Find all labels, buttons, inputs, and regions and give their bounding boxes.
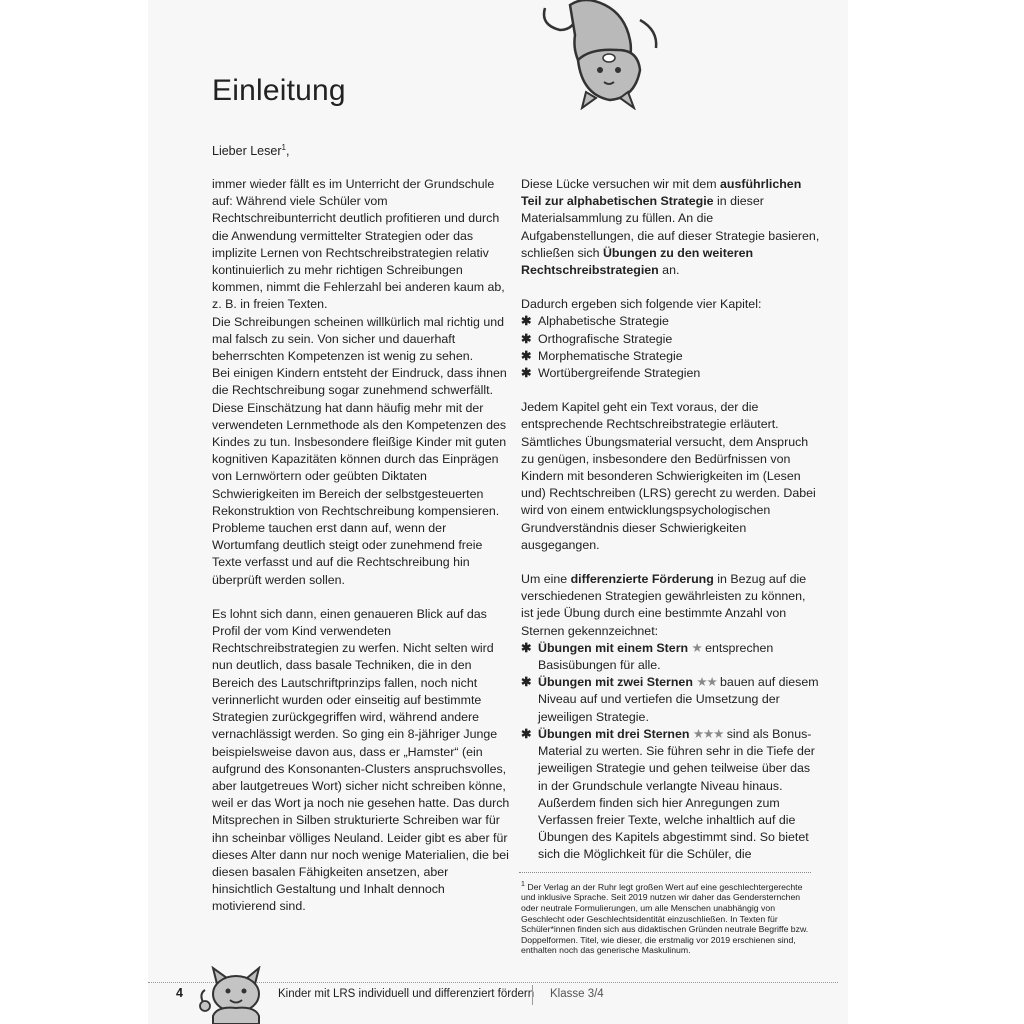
level-title: Übungen mit einem Stern [538,640,689,655]
asterisk-icon: ✱ [521,726,532,741]
level-description: entsprechen Basisübungen für alle. [538,640,774,673]
text-run: in dieser Materialsammlung zu füllen. An die Aufgabenstellungen, die auf dieser Strategie basieren, schließen sich [521,194,820,260]
text-run: Diese Lücke versuchen wir mit dem [521,177,721,191]
paragraph: Die Schreibungen scheinen willkürlich mal richtig und mal falsch zu sein. Von sicher und dauerhaft beherrschten Kompetenzen ist wenig zu sehen. [212,314,505,364]
bold-text: ausführlichen Teil zur alphabetischen Strategie [521,177,802,209]
salutation [212,143,289,158]
cat-illustration-top [530,0,670,110]
star-icon: ★ [691,640,702,655]
paragraph [521,176,821,279]
footnote-reference[interactable]: 1 [281,143,286,152]
asterisk-icon: ✱ [521,314,532,329]
list-item [521,331,821,348]
star-icon: ★★★ [692,726,724,741]
difficulty-list [521,640,821,864]
chapter-list [521,313,821,382]
book-title: Kinder mit LRS individuell und differenziert fördern [278,988,535,1000]
footnote-text: Der Verlag an der Ruhr legt großen Wert auf eine geschlechtergerechte und inklusive Sprache. Seit 2019 nutzen wir daher das Gendersternchen oder neutrale Formulierungen, um alle Menschen unabhängig von Geschlecht oder Geschlechtsidentität einzuschließen. In Texten für Schüler*innen finden sich aus didaktischen Gründen neutrale Begriffe bzw. Doppelformen. Titel, wie dieser, die erstmalig vor 2019 erschienen sind, enthalten noch das generische Maskulinum. [521,881,809,956]
list-item [521,365,821,382]
footer-separator [532,985,533,1005]
bold-text: Übungen zu den weiteren Rechtschreibstrategien [521,245,754,278]
chapters-intro: Dadurch ergeben sich folgende vier Kapitel: [521,297,762,312]
footnote-mark: 1 [521,881,525,888]
paragraph: Jedem Kapitel geht ein Text voraus, der die entsprechende Rechtschreibstrategie erläutert. Sämtliches Übungsmaterial versucht, dem Anspruch zu genügen, insbesondere den Bedürfnissen von Kindern mit besonderen Schwierigkeiten im (Lesen und) Rechtschreiben (LRS) gerecht zu werden. Dabei wird von einem entwicklungspsychologischen Grundverständnis dieser Schwierigkeiten ausgegangen. [521,400,816,552]
list-item-label: Alphabetische Strategie [538,314,669,329]
level-description: sind als Bonus-Material zu werten. Sie führen sehr in die Tiefe der jeweiligen Strategie und gehen teilweise über das in der Grundschule verlangte Niveau hinaus. Außerdem finden sich hier Anregungen zum Verfassen freier Texte, welche inhaltlich auf die Übungen des Kapitels abgestimmt sind. So bietet sich die Möglichkeit für die Schüler, die [538,726,815,862]
salutation-comma: , [285,144,290,159]
asterisk-icon: ✱ [521,366,532,381]
left-column [212,176,512,916]
level-description: bauen auf diesem Niveau auf und vertiefen die Umsetzung der jeweiligen Strategie. [538,675,819,724]
footnote-divider [519,872,811,873]
list-item [521,726,821,864]
text-run: Um eine [521,572,571,587]
list-item [521,674,821,726]
bold-text: differenzierte Förderung [570,572,714,587]
paragraph: Bei einigen Kindern entsteht der Eindruck, dass ihnen die Rechtschreibung sogar zunehmend schwerfällt. Diese Einschätzung hat dann häufig mehr mit der verwendeten Lernmethode als den Kompetenzen des Kindes zu tun. Insbesondere fleißige Kinder mit guten kognitiven Kapazitäten können durch das Einprägen von Lernwörtern oder geübten Diktaten Schwierigkeiten im Bereich der selbstgesteuerten Rekonstruktion von Rechtschreibung kompensieren. Probleme tauchen erst dann auf, wenn der Wortumfang deutlich steigt oder zunehmend freie Texte verfasst und auf die Rechtschreibung hin überprüft werden sollen. [212,366,507,587]
list-item-label: Orthografische Strategie [538,331,673,346]
asterisk-icon: ✱ [521,675,532,690]
list-item [521,348,821,365]
right-column [521,176,821,864]
paragraph: immer wieder fällt es im Unterricht der Grundschule auf: Während viele Schüler vom Rechtschreibunterricht deutlich profitieren und durch die Anwendung vermittelter Strategien oder das implizite Lernen von Rechtschreibstrategien relativ kontinuierlich zu mehr richtigen Schreibungen kommen, nimmt die Fehlerzahl bei anderen kaum ab, z. B. in freien Texten. [212,177,505,312]
list-item-label: Wortübergreifende Strategien [538,366,701,381]
asterisk-icon: ✱ [521,331,532,346]
level-title: Übungen mit drei Sternen [538,726,690,741]
text-run: an. [658,263,680,278]
list-item-label: Morphematische Strategie [538,348,683,363]
page-title: Einleitung [212,74,346,107]
list-item [521,640,821,674]
salutation-text: Lieber Leser [212,144,282,159]
page-number: 4 [176,986,183,1000]
paragraph [521,571,821,640]
asterisk-icon: ✱ [521,640,532,655]
grade-label: Klasse 3/4 [550,988,604,1000]
text-run: in Bezug auf die verschiedenen Strategien gewährleisten zu können, ist jede Übung durch eine bestimmte Anzahl von Sternen gekennzeichnet: [521,572,807,638]
list-item [521,313,821,330]
star-icon: ★★ [696,675,717,690]
cat-illustration-bottom [195,966,275,1024]
asterisk-icon: ✱ [521,348,532,363]
paragraph: Es lohnt sich dann, einen genaueren Blick auf das Profil der vom Kind verwendeten Rechtschreibstrategien zu werfen. Nicht selten wird nun deutlich, dass basale Techniken, die in den Bereich des Lautschriftprinzips fallen, noch nicht verinnerlicht wurden oder einseitig auf bestimmte Strategien zurückgegriffen wird, während andere vernachlässigt werden. So ging ein 8-jähriger Junge beispielsweise davon aus, dass er „Hamster“ (ein aufgrund des Konsonanten-Clusters anspruchsvolles, aber lautgetreues Wort) sicher nicht schreiben könne, weil er das Wort ja noch nie gesehen hatte. Das durch Mitsprechen in Silben strukturierte Schreiben war für ihn scheinbar völliges Neuland. Leider gibt es aber für dieses Alter dann nur noch wenige Materialien, die bei diesen basalen Fähigkeiten ansetzen, aber hinsichtlich Gestaltung und Inhalt dennoch motivierend sind. [212,606,510,914]
level-title: Übungen mit zwei Sternen [538,675,693,690]
footnote [521,880,811,956]
